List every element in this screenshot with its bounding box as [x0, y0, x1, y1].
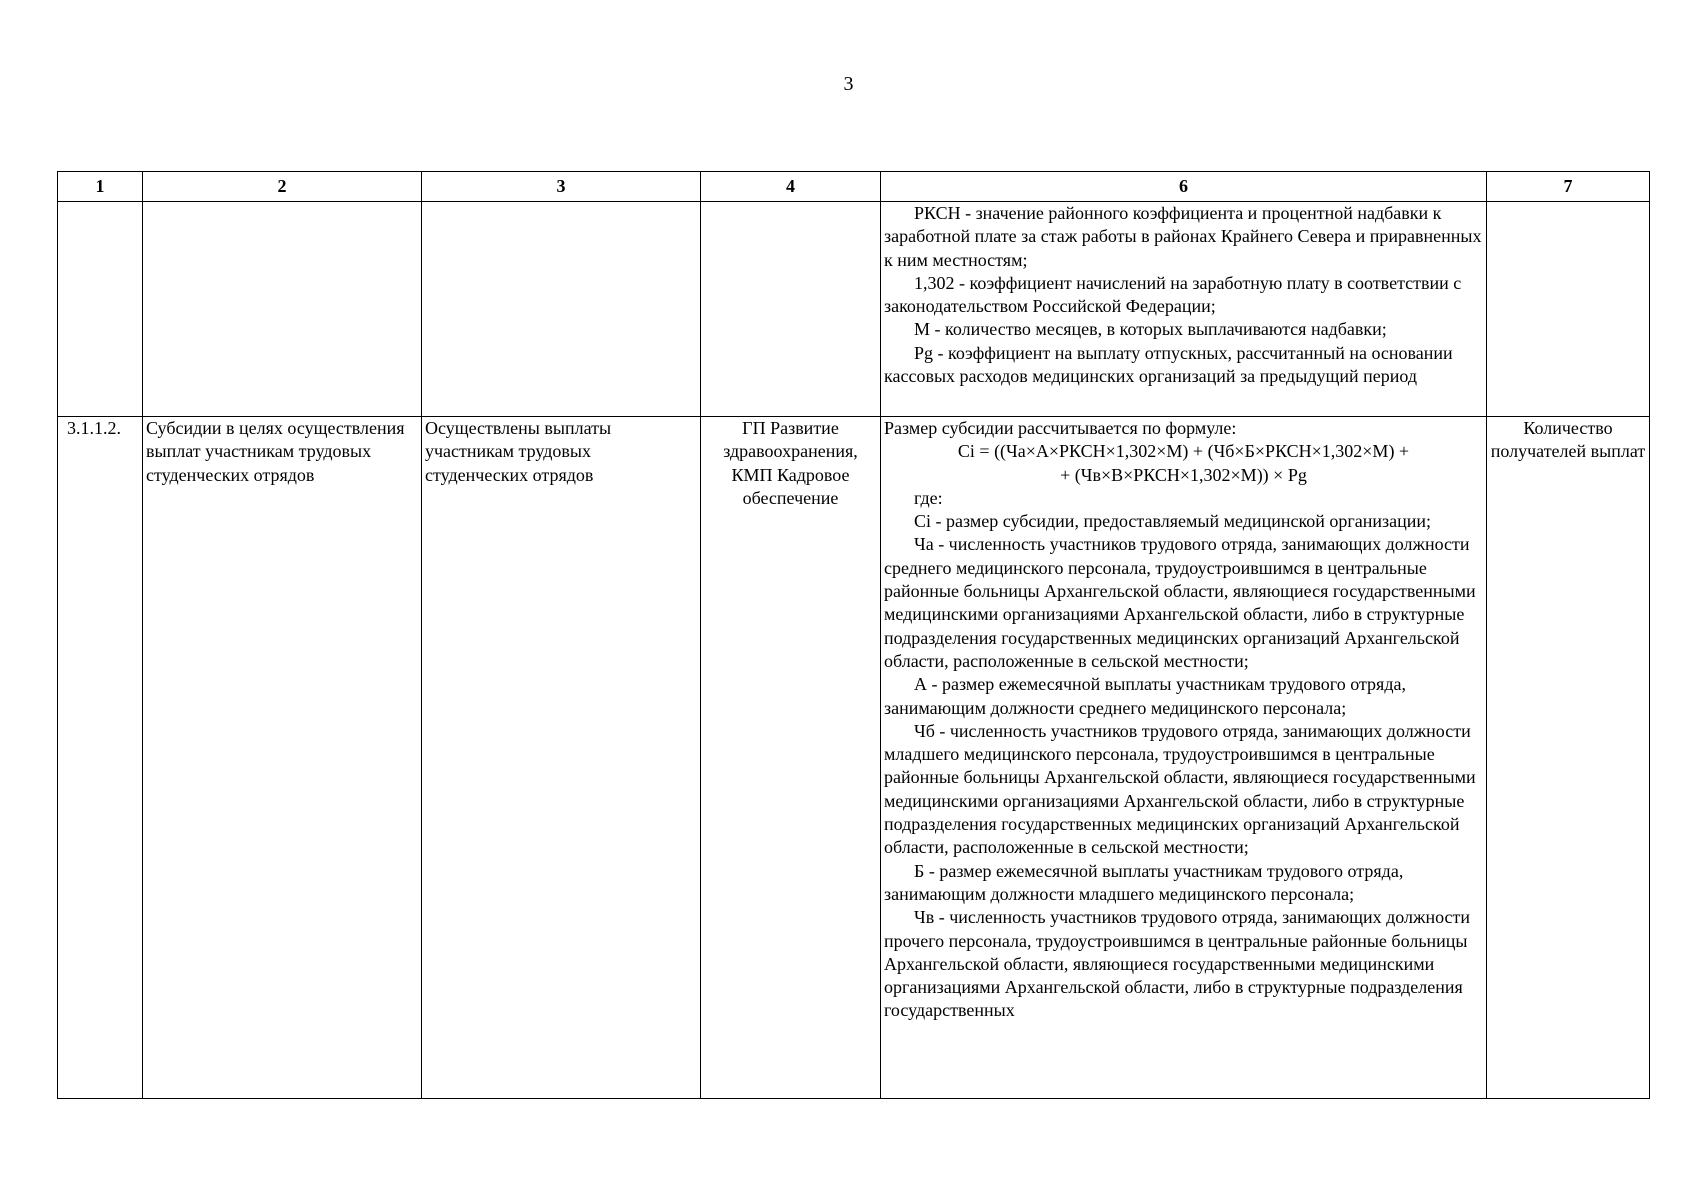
header-col-3: 3: [422, 172, 701, 202]
formula-line-2: + (Чв×В×РКСН×1,302×М)) × Pg: [1060, 464, 1307, 485]
row1-cell-4: [701, 202, 881, 417]
definition-chb: Чб - численность участников трудового отряда, занимающих должности младшего медицинского персонала, трудоустроившимся в центральные районные больницы Архангельской области, являющиеся государственными медицинскими организациями Архангельской области, либо в структурные подразделения государственных медицинских организаций Архангельской области, расположенные в сельской местности;: [884, 720, 1476, 858]
header-col-1: 1: [58, 172, 143, 202]
measures-table: [57, 171, 1650, 1099]
definition-m: M - количество месяцев, в которых выплачиваются надбавки;: [914, 319, 1387, 340]
row1-cell-2: [143, 202, 422, 417]
table-row: [58, 202, 1650, 417]
row2-program: ГП Развитие здравоохранения, КМП Кадровое обеспечение: [701, 417, 881, 1099]
row2-measure-name: Субсидии в целях осуществления выплат участникам трудовых студенческих отрядов: [143, 417, 422, 1099]
definition-1302: 1,302 - коэффициент начислений на заработную плату в соответствии с законодательством Российской Федерации;: [884, 272, 1462, 317]
definition-cha: Ча - численность участников трудового отряда, занимающих должности среднего медицинского персонала, трудоустроившимся в центральные районные больницы Архангельской области, являющиеся государственными медицинскими организациями Архангельской области, либо в структурные подразделения государственных медицинских организаций Архангельской области, расположенные в сельской местности;: [884, 534, 1476, 671]
definition-chv: Чв - численность участников трудового отряда, занимающих должности прочего персонала, трудоустроившимся в центральные районные больницы Архангельской области, являющиеся государственными медицинскими организациями Архангельской области, либо в структурные подразделения государственных: [884, 907, 1471, 1021]
row2-indicator: Количество получателей выплат: [1487, 417, 1650, 1099]
formula-line-1: Ci = ((Ча×А×РКСН×1,302×М) + (Чб×Б×РКСН×1,302×М) +: [957, 441, 1410, 462]
table-header-row: [58, 172, 1650, 202]
row1-cell-1: [58, 202, 143, 417]
definition-b: Б - размер ежемесячной выплаты участникам трудового отряда, занимающим должности младшего медицинского персонала;: [884, 860, 1404, 904]
row2-item-number: 3.1.1.2.: [58, 417, 143, 1099]
row1-cell-6: [881, 202, 1487, 417]
table-row: [58, 417, 1650, 1099]
row2-result: Осуществлены выплаты участникам трудовых студенческих отрядов: [422, 417, 701, 1099]
row1-cell-7: [1487, 202, 1650, 417]
definition-pg: Pg - коэффициент на выплату отпускных, рассчитанный на основании кассовых расходов медицинских организаций за предыдущий период: [884, 342, 1453, 387]
definition-rksn: РКСН - значение районного коэффициента и процентной надбавки к заработной плате за стаж работы в районах Крайнего Севера и приравненных к ним местностям;: [884, 203, 1482, 270]
formula-intro: Размер субсидии рассчитывается по формуле:: [884, 418, 1237, 438]
definition-a: А - размер ежемесячной выплаты участникам трудового отряда, занимающим должности среднего медицинского персонала;: [884, 674, 1406, 718]
page-number: 3: [843, 73, 854, 95]
header-col-2: 2: [143, 172, 422, 202]
header-col-6: 6: [881, 172, 1487, 202]
row1-cell-3: [422, 202, 701, 417]
row2-formula-cell: [881, 417, 1487, 1099]
header-col-7: 7: [1487, 172, 1650, 202]
formula-where: где:: [914, 487, 943, 508]
header-col-4: 4: [701, 172, 881, 202]
definition-ci: Ci - размер субсидии, предоставляемый медицинской организации;: [914, 511, 1432, 532]
